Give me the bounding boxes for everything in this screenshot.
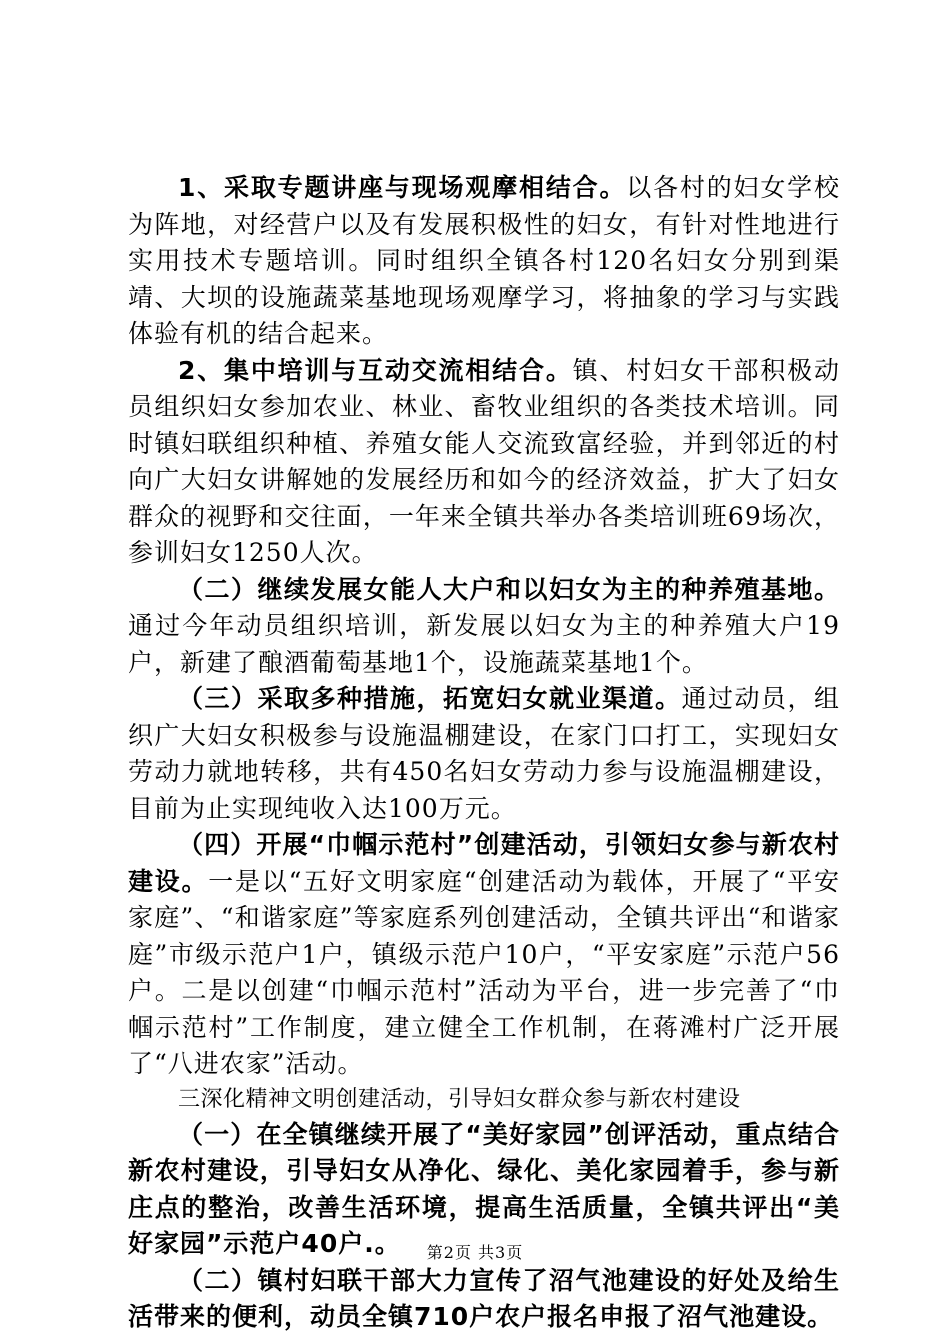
paragraph-2 xyxy=(128,353,840,572)
paragraph-5-body: 一是以“五好文明家庭“创建活动为载体，开展了“平安家庭”、“和谐家庭”等家庭系列创建活动，全镇共评出“和谐家庭”市级示范户1户，镇级示范户10户，“平安家庭”示范户56户。二是以创建“巾帼示范村”活动为平台，进一步完善了“巾帼示范村”工作制度，建立健全工作机制，在蒋滩村广泛开展了“八进农家”活动。 xyxy=(128,866,840,1078)
paragraph-4-body: 通过动员，组织广大妇女积极参与设施温棚建设，在家门口打工，实现妇女劳动力就地转移，共有450名妇女劳动力参与设施温棚建设，目前为止实现纯收入达100万元。 xyxy=(128,684,840,823)
paragraph-2-lead: 2、集中培训与互动交流相结合。 xyxy=(178,355,573,385)
paragraph-5-lead: （四）开展“巾帼示范村”创建活动，引领妇女参与新农村建设。 xyxy=(128,830,840,896)
document-body xyxy=(128,170,840,1336)
paragraph-3-lead: （二）继续发展女能人大户和以妇女为主的种养殖基地。 xyxy=(178,574,840,604)
paragraph-5 xyxy=(128,827,840,1083)
page-footer: 第2页 共3页 xyxy=(426,1243,524,1262)
paragraph-1 xyxy=(128,170,840,353)
bold-paragraph-1: （一）在全镇继续开展了“美好家园”创评活动，重点结合新农村建设，引导妇女从净化、绿化、美化家园着手，参与新庄点的整治，改善生活环境，提高生活质量，全镇共评出“美好家园”示范户40户.。 xyxy=(128,1119,840,1258)
paragraph-4-lead: （三）采取多种措施，拓宽妇女就业渠道。 xyxy=(178,684,682,713)
section-heading: 三深化精神文明创建活动，引导妇女群众参与新农村建设 xyxy=(178,1086,741,1112)
paragraph-3-body: 通过今年动员组织培训，新发展以妇女为主的种养殖大户19户，新建了酿酒葡萄基地1个，设施蔬菜基地1个。 xyxy=(128,611,840,677)
paragraph-3 xyxy=(128,572,840,682)
bold-paragraph-2: （二）镇村妇联干部大力宣传了沼气池建设的好处及给生活带来的便利，动员全镇710户农户报名申报了沼气池建设。 xyxy=(128,1265,840,1331)
paragraph-1-body: 以各村的妇女学校为阵地，对经营户以及有发展积极性的妇女，有针对性地进行实用技术专题培训。同时组织全镇各村120名妇女分别到渠靖、大坝的设施蔬菜基地现场观摩学习，将抽象的学习与实践体验有机的结合起来。 xyxy=(128,173,840,348)
paragraph-2-body: 镇、村妇女干部积极动员组织妇女参加农业、林业、畜牧业组织的各类技术培训。同时镇妇联组织种植、养殖女能人交流致富经验，并到邻近的村向广大妇女讲解她的发展经历和如今的经济效益，扩大了妇女群众的视野和交往面，一年来全镇共举办各类培训班69场次，参训妇女1250人次。 xyxy=(128,355,840,567)
paragraph-1-lead: 1、采取专题讲座与现场观摩相结合。 xyxy=(178,173,627,202)
paragraph-4 xyxy=(128,681,840,827)
